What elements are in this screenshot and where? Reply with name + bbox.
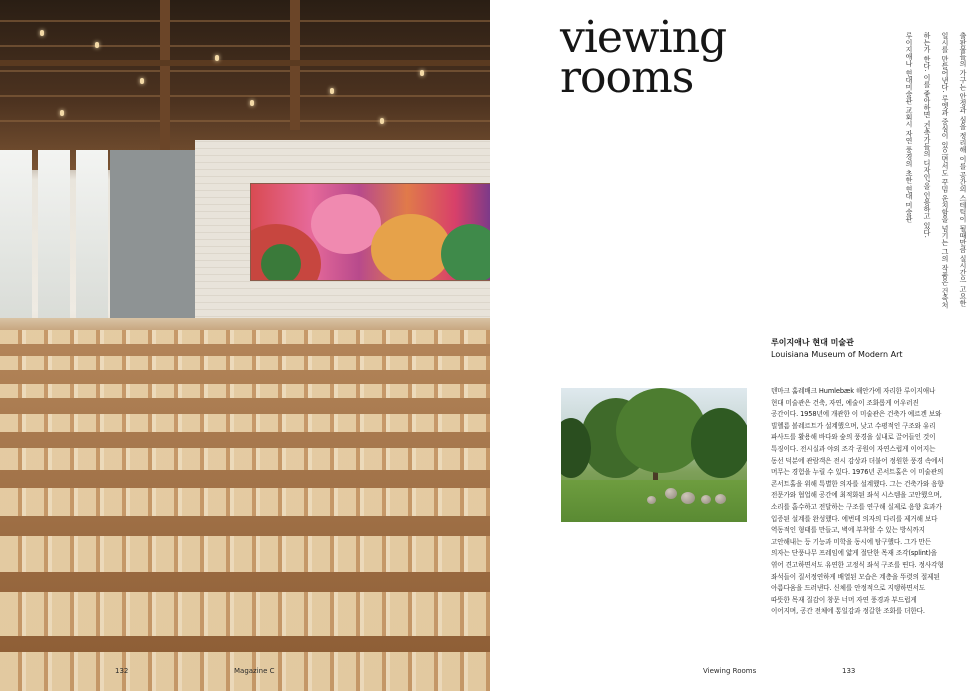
page-number-left: 132	[115, 667, 129, 675]
ceiling-slat	[0, 20, 490, 22]
body-line: 현대 미술관은 건축, 자연, 예술이 조화롭게 어우러진	[771, 398, 919, 407]
seat-row	[0, 592, 490, 636]
vertical-caption	[872, 32, 972, 322]
colorful-mural	[250, 183, 490, 281]
body-line: 따뜻한 목재 질감이 창문 너머 자연 풍경과 부드럽게	[771, 595, 917, 604]
vertical-caption-line: 루이지애나 현대미술관 교회시 자연 풍경의 초한 현대 미술관	[905, 32, 913, 223]
seat-row	[0, 384, 490, 398]
seat-row	[0, 488, 490, 516]
body-line: 빌헬름 볼레르트가 설계했으며, 낮고 수평적인 구조와 유리	[771, 421, 936, 430]
body-line: 머무는 경험을 누릴 수 있다. 1976년 콘서트홀은 이 미술관의	[771, 468, 944, 477]
magazine-name: Magazine C	[234, 667, 275, 675]
ceiling-slat	[0, 45, 490, 47]
page-number-right: 133	[842, 667, 856, 675]
ceiling-slat	[0, 120, 490, 122]
sculpture-garden-photo	[561, 388, 747, 522]
title-line-2: rooms	[560, 52, 694, 103]
side-wall	[110, 150, 196, 325]
stone-sculpture	[665, 488, 677, 499]
body-line: 공간이다. 1958년에 개관한 이 미술관은 건축가 예르겐 보와	[771, 410, 942, 419]
ceiling-lamp	[40, 30, 44, 36]
body-line: 좌석들이 질서정연하게 배열된 모습은 계층을 뚜렷의 절제된	[771, 572, 940, 581]
stone-sculpture	[647, 496, 656, 504]
ceiling-slat	[0, 95, 490, 97]
body-line: 이어지며, 공간 전체에 통일감과 정갈한 조화를 더한다.	[771, 607, 925, 616]
ceiling-beam	[0, 60, 490, 66]
ceiling-lamp	[330, 88, 334, 94]
ceiling-lamp	[60, 110, 64, 116]
seat-row	[0, 414, 490, 432]
body-line: 고안해내는 등 기능과 미학을 동시에 탐구했다. 그가 만든	[771, 537, 932, 546]
seat-row	[0, 356, 490, 370]
stone-sculpture	[701, 495, 711, 504]
museum-label-english: Louisiana Museum of Modern Art	[771, 350, 903, 359]
stone-sculpture	[715, 494, 726, 504]
vertical-caption-line: 출판물들의 가구는 안정과 심을 정리해 이를 공간의 스테틱이 될때만큼 실시간으 고요한	[959, 32, 967, 307]
seat-row	[0, 330, 490, 344]
wooden-chairs	[0, 330, 490, 691]
body-line: 특징이다. 전시실과 야외 조각 공원이 자연스럽게 이어지는	[771, 444, 936, 453]
mural-shape	[371, 214, 451, 281]
seat-row	[0, 448, 490, 470]
body-line: 아름다움을 드러낸다. 신체를 안정적으로 지탱하면서도	[771, 584, 926, 593]
stone-sculpture	[681, 492, 695, 504]
body-line: 동선 덕분에 관람객은 전시 감상과 더불어 정원한 풍경 속에서	[771, 456, 944, 465]
body-line: 콘서트홀을 위해 특별한 의자를 설계했다. 그는 건축가와 음향	[771, 479, 944, 488]
ceiling-beam	[160, 0, 170, 150]
body-line: 엮어 견고하면서도 유연한 고정식 좌석 구조를 띤다. 정사각형	[771, 560, 944, 569]
seat-row	[0, 536, 490, 572]
mural-shape	[441, 224, 490, 281]
body-line: 입증된 설계를 완성했다. 에번데 의자의 다리를 제거해 보다	[771, 514, 938, 523]
running-head: Viewing Rooms	[703, 667, 757, 675]
ceiling-lamp	[420, 70, 424, 76]
ceiling-slat	[0, 70, 490, 72]
body-line: 소리를 흡수하고 전달하는 구조를 연구해 실제로 음향 효과가	[771, 502, 942, 511]
body-line: 역동적인 형태를 만들고, 벽에 부착할 수 있는 방식까지	[771, 526, 925, 535]
tree	[691, 408, 747, 478]
body-line: 전문가와 협업해 공간에 최적화된 좌석 시스템을 고안했으며,	[771, 491, 942, 500]
ceiling-lamp	[215, 55, 219, 61]
vertical-caption-line: 일시를 만들어낸다. 루엣과 중심이 있으면서도 꾸밈 운치함을 넘기는 그의 작품은 건축처	[941, 32, 949, 309]
museum-label-korean: 루이지애나 현대 미술관	[771, 338, 854, 347]
article-body	[771, 386, 971, 618]
window-panel	[0, 150, 32, 320]
body-line: 파사드를 활용해 바다와 숲의 풍경을 실내로 끌어들인 것이	[771, 433, 936, 442]
ceiling-lamp	[140, 78, 144, 84]
ceiling-lamp	[250, 100, 254, 106]
mural-shape	[261, 244, 301, 281]
ceiling-lamp	[95, 42, 99, 48]
ceiling-lamp	[380, 118, 384, 124]
window-panel	[38, 150, 70, 320]
vertical-caption-line: 하는가 한다. 이를 좋아하면 '건축가들의 디자인'을 인용하고 있다.	[923, 32, 931, 238]
body-line: 덴마크 훔레배크 Humlebæk 해안가에 자리한 루이지애나	[771, 387, 936, 395]
title-line-1: viewing	[560, 12, 727, 63]
window-panel	[76, 150, 108, 320]
page-title	[560, 12, 727, 103]
body-line: 의자는 단풍나무 프레임에 얇게 절단한 목재 조각(splint)을	[771, 549, 938, 558]
